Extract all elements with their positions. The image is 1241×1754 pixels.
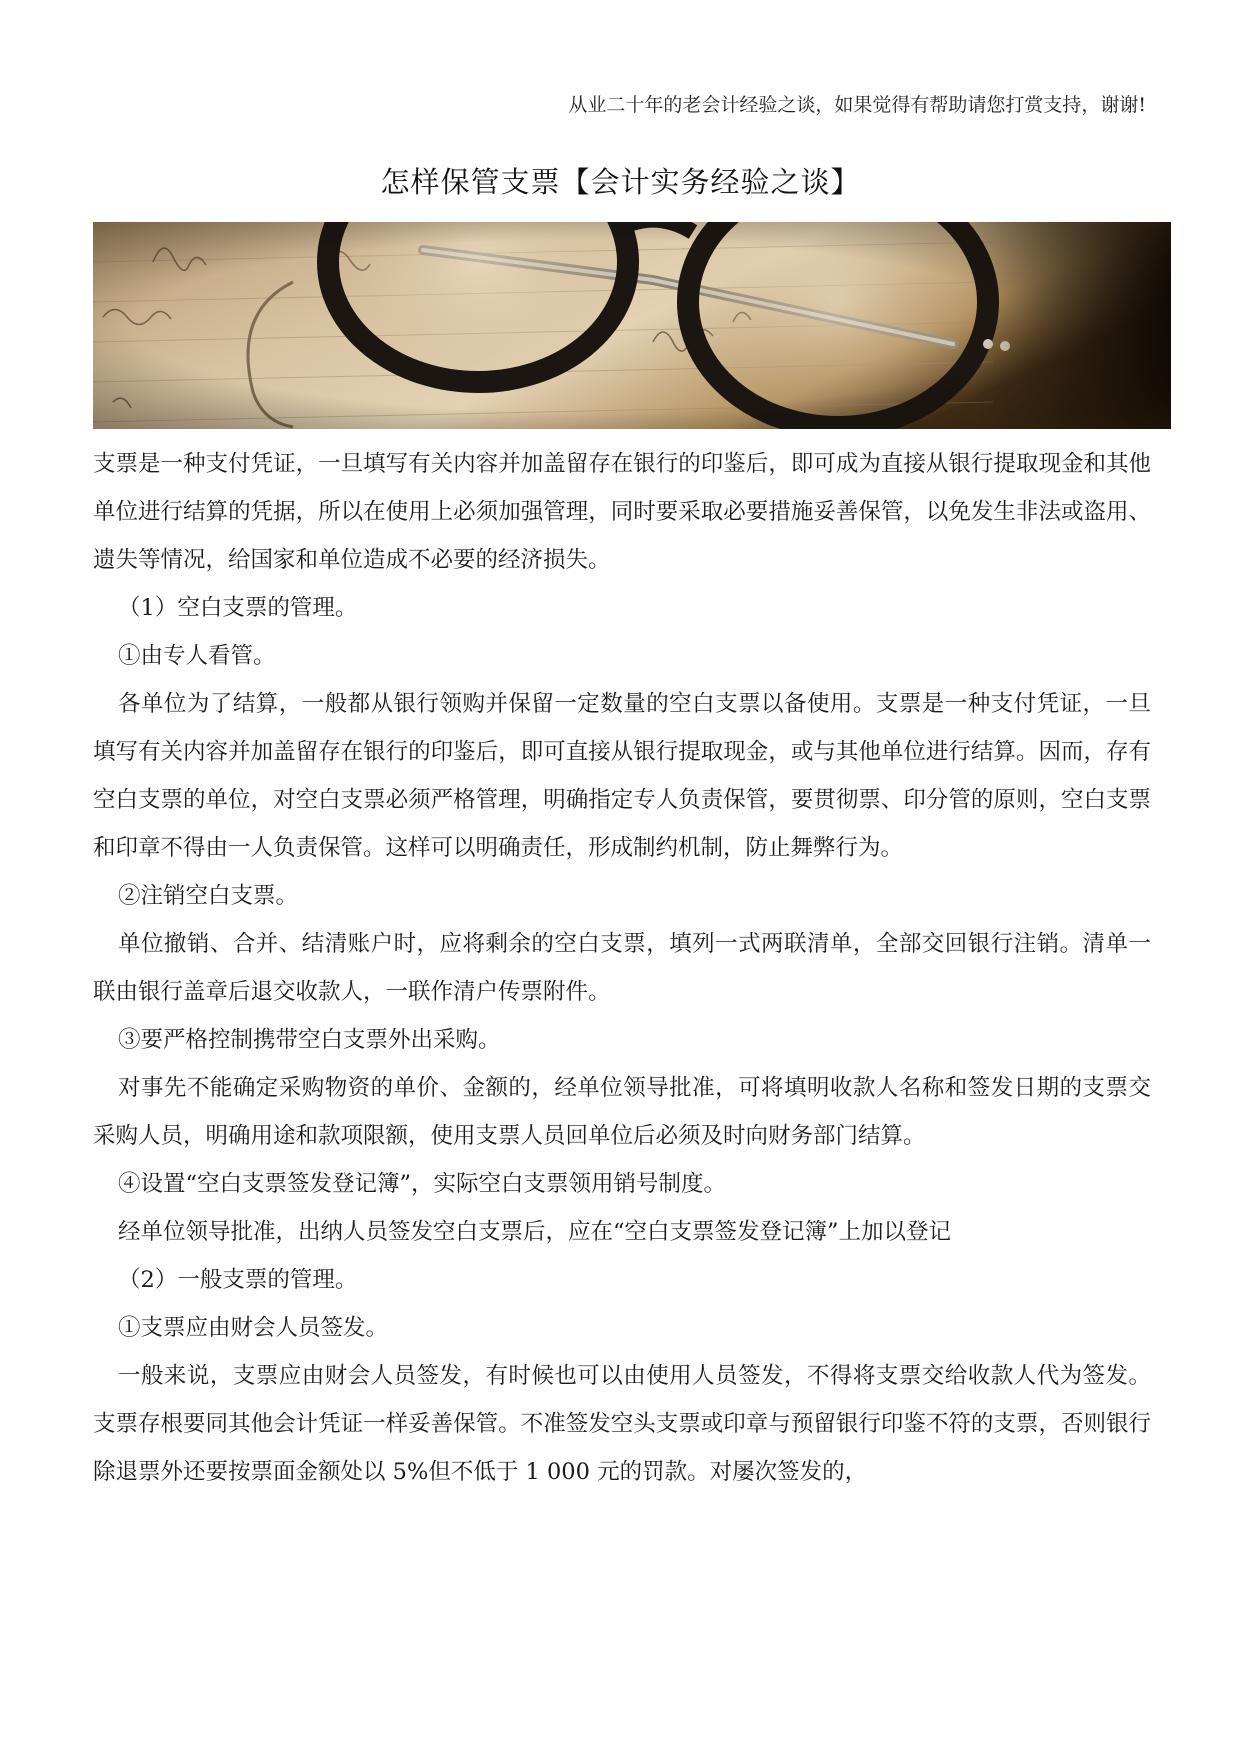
section-heading: （2）一般支票的管理。 bbox=[118, 1267, 358, 1293]
paragraph: 各单位为了结算，一般都从银行领购并保留一定数量的空白支票以备使用。支票是一种支付凭证，一旦填写有关内容并加盖留存在银行的印鉴后，即可直接从银行提取现金，或与其他单位进行结算。因而，存有空白支票的单位，对空白支票必须严格管理，明确指定专人负责保管，要贯彻票、印分管的原则，空白支票和印章不得由一人负责保管。这样可以明确责任，形成制约机制，防止舞弊行为。 bbox=[93, 691, 1151, 861]
section-heading: ①由专人看管。 bbox=[118, 643, 276, 669]
section-heading: ①支票应由财会人员签发。 bbox=[118, 1315, 389, 1341]
section-heading: ④设置“空白支票签发登记簿”，实际空白支票领用销号制度。 bbox=[118, 1171, 727, 1197]
paragraph: 单位撤销、合并、结清账户时，应将剩余的空白支票，填列一式两联清单，全部交回银行注销。清单一联由银行盖章后退交收款人，一联作清户传票附件。 bbox=[93, 931, 1151, 1005]
banner-image bbox=[93, 222, 1171, 429]
paragraph: 支票是一种支付凭证，一旦填写有关内容并加盖留存在银行的印鉴后，即可成为直接从银行提取现金和其他单位进行结算的凭据，所以在使用上必须加强管理，同时要采取必要措施妥善保管，以免发生非法或盗用、遗失等情况，给国家和单位造成不必要的经济损失。 bbox=[93, 451, 1151, 573]
paragraph: 经单位领导批准，出纳人员签发空白支票后，应在“空白支票签发登记簿”上加以登记 bbox=[118, 1219, 952, 1245]
document-title: 怎样保管支票【会计实务经验之谈】 bbox=[380, 165, 861, 199]
section-heading: ②注销空白支票。 bbox=[118, 883, 299, 909]
paragraph: 一般来说，支票应由财会人员签发，有时候也可以由使用人员签发，不得将支票交给收款人代为签发。支票存根要同其他会计凭证一样妥善保管。不准签发空头支票或印章与预留银行印鉴不符的支票，否则银行除退票外还要按票面金额处以 5%但不低于 1 000 元的罚款。对屡次签发的， bbox=[93, 1363, 1151, 1485]
header-note: 从业二十年的老会计经验之谈，如果觉得有帮助请您打赏支持，谢谢! bbox=[568, 94, 1146, 116]
paragraph: 对事先不能确定采购物资的单价、金额的，经单位领导批准，可将填明收款人名称和签发日期的支票交采购人员，明确用途和款项限额，使用支票人员回单位后必须及时向财务部门结算。 bbox=[93, 1075, 1151, 1149]
section-heading: ③要严格控制携带空白支票外出采购。 bbox=[118, 1027, 501, 1053]
article-body bbox=[93, 440, 1151, 1496]
section-heading: （1）空白支票的管理。 bbox=[118, 595, 358, 621]
